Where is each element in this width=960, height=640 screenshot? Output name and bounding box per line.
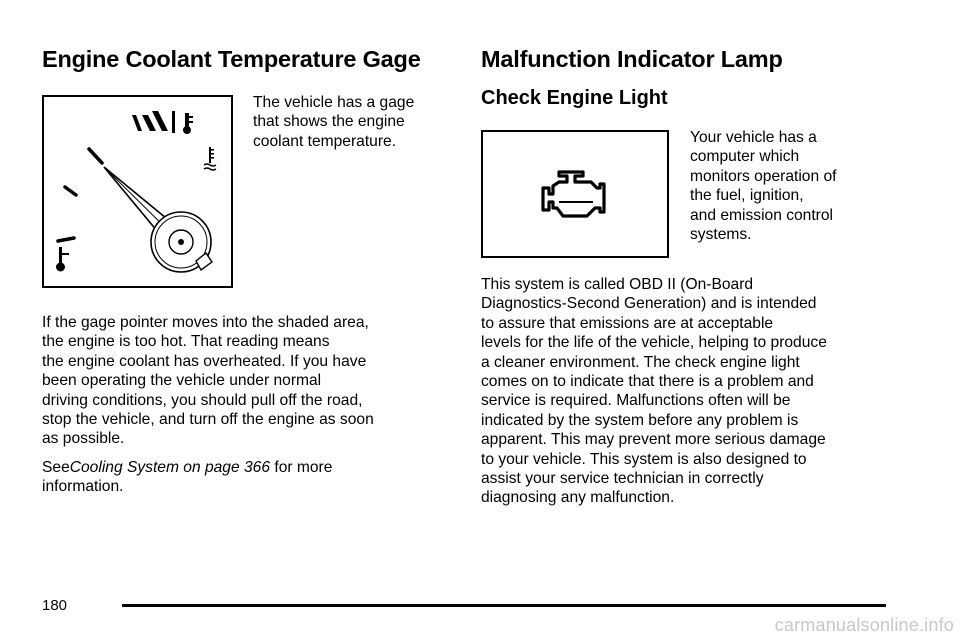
mil-body-line: apparent. This may prevent more serious damage — [481, 431, 826, 449]
coolant-body-line: as possible. — [42, 430, 125, 448]
mil-body-line: indicated by the system before any problem is — [481, 411, 799, 429]
check-engine-subheading: Check Engine Light — [481, 87, 668, 109]
coolant-intro-line: coolant temperature. — [253, 132, 397, 150]
mil-intro-line: the fuel, ignition, — [690, 187, 804, 205]
mil-body-text — [481, 275, 827, 508]
see-reference-text — [42, 458, 332, 497]
mil-intro-text — [690, 128, 837, 244]
mil-body-line: assist your service technician in correctly — [481, 470, 764, 488]
coolant-intro-line: that shows the engine — [253, 113, 405, 131]
check-engine-icon — [483, 132, 667, 256]
coolant-gage-heading: Engine Coolant Temperature Gage — [42, 46, 421, 72]
mil-body-line: a cleaner environment. The check engine light — [481, 353, 800, 371]
coolant-body-line: been operating the vehicle under normal — [42, 372, 322, 390]
coolant-body-line: the engine coolant has overheated. If you have — [42, 352, 367, 370]
page-number: 180 — [42, 597, 68, 614]
coolant-body-line: If the gage pointer moves into the shaded area, — [42, 314, 369, 331]
mil-body-line: This system is called OBD II (On-Board — [481, 276, 754, 293]
cooling-system-link[interactable]: Cooling System on page 366 — [69, 459, 271, 476]
see-suffix: for more — [274, 459, 333, 476]
mil-body-line: diagnosing any malfunction. — [481, 489, 675, 507]
mil-body-line: to your vehicle. This system is also designed to — [481, 450, 807, 468]
check-engine-figure — [481, 130, 669, 258]
coolant-body-text — [42, 313, 374, 449]
coolant-body-line: driving conditions, you should pull off the road, — [42, 391, 363, 409]
see-prefix: See — [42, 459, 70, 476]
mil-intro-line: Your vehicle has a — [690, 129, 817, 146]
mil-intro-line: systems. — [690, 226, 752, 244]
mil-body-line: service is required. Malfunctions often will be — [481, 392, 791, 410]
see-reference-line — [42, 458, 332, 477]
mil-intro-line: computer which — [690, 148, 800, 166]
mil-intro-line: and emission control — [690, 206, 834, 224]
footer-rule — [122, 604, 886, 607]
mil-body-line: Diagnostics-Second Generation) and is intended — [481, 295, 817, 313]
mil-heading: Malfunction Indicator Lamp — [481, 46, 783, 72]
coolant-intro-line: The vehicle has a gage — [253, 94, 415, 111]
see-reference-line-2: information. — [42, 478, 124, 496]
coolant-intro-text — [253, 93, 414, 151]
coolant-body-line: stop the vehicle, and turn off the engine as soon — [42, 411, 374, 429]
watermark: carmanualsonline.info — [774, 615, 954, 635]
coolant-gauge-figure — [42, 95, 233, 288]
coolant-temperature-gauge-icon — [44, 97, 231, 286]
mil-body-line: levels for the life of the vehicle, helping to produce — [481, 334, 827, 352]
mil-body-line: comes on to indicate that there is a problem and — [481, 373, 814, 391]
coolant-body-line: the engine is too hot. That reading means — [42, 333, 330, 351]
mil-body-line: to assure that emissions are at acceptable — [481, 314, 774, 332]
mil-intro-line: monitors operation of — [690, 167, 837, 185]
